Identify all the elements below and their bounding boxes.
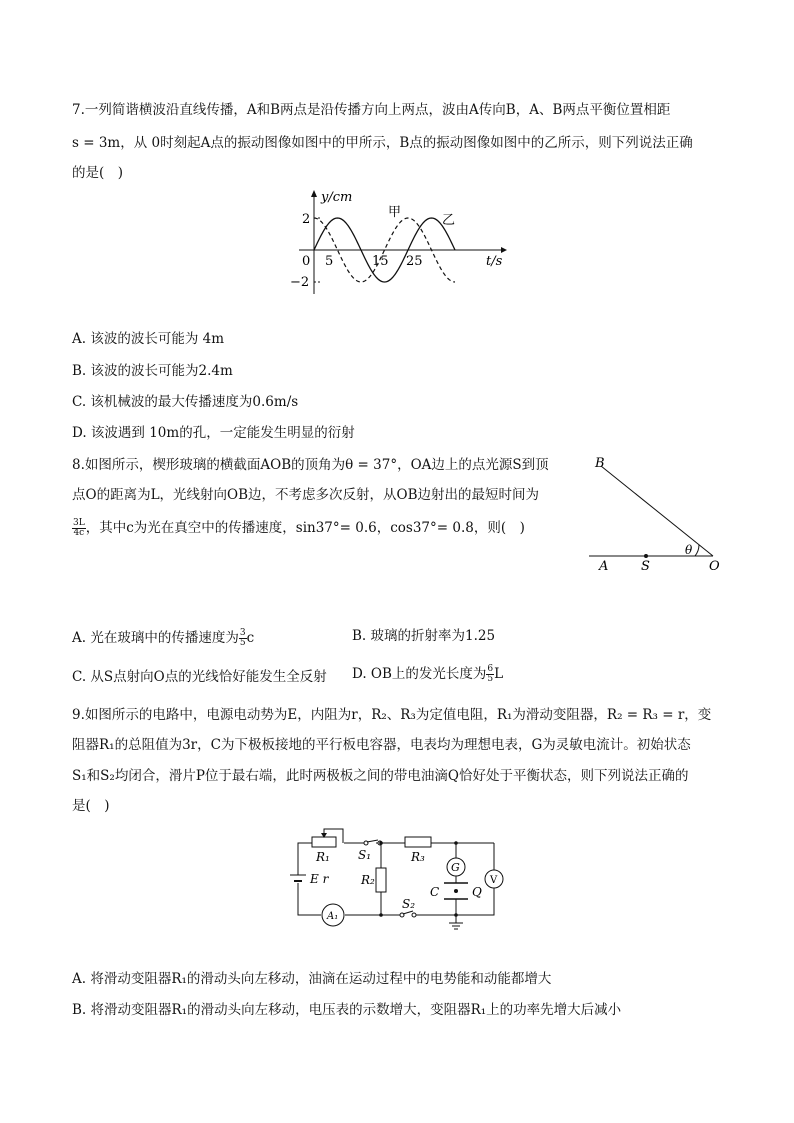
- resistor-r2: [376, 868, 386, 892]
- q9-circuit-diagram: [290, 820, 510, 940]
- q8-stem-line3: $\frac{3L}{4c}$ ，其中c为光在真空中的传播速度，sin37°= 0.6，cos37°= 0.8，则( ): [73, 518, 525, 538]
- q8-label-s: S: [641, 559, 650, 574]
- resistor-r3: [405, 837, 431, 847]
- q7-option-d[interactable]: D. 该波遇到 10m的孔，一定能发生明显的衍射: [72, 425, 355, 441]
- label-E: E r: [310, 872, 329, 886]
- q8-option-a[interactable]: A. 光在玻璃中的传播速度为 $\frac{3}{5}$ c: [72, 628, 255, 648]
- q8-stem-line2: 点O的距离为L，光线射向OB边，不考虑多次反射，从OB边射出的最短时间为: [72, 487, 540, 503]
- q9-option-a[interactable]: A. 将滑动变阻器R₁的滑动头向左移动，油滴在运动过程中的电势能和动能都增大: [72, 971, 552, 987]
- q8-time-fraction: $\frac{3L}{4c}$: [73, 518, 85, 538]
- q8-label-theta: θ: [685, 543, 693, 557]
- node-r2-bottom: [379, 913, 383, 917]
- label-R1: R₁: [316, 850, 330, 864]
- q7-tick-x-0: 0: [302, 254, 311, 269]
- q9-stem-line4: 是( ): [72, 798, 110, 814]
- q7-tick-x-25: 25: [406, 254, 423, 269]
- q7-option-c[interactable]: C. 该机械波的最大传播速度为0.6m/s: [72, 394, 299, 410]
- q7-y-label: y/cm: [321, 190, 353, 205]
- node-cap-bottom: [454, 913, 458, 917]
- q7-tick-y-2: 2: [302, 212, 311, 227]
- q7-tick-x-15: 15: [372, 254, 389, 269]
- resistor-r1: [312, 837, 336, 847]
- q7-x-label: t/s: [486, 254, 503, 269]
- q8-option-c[interactable]: C. 从S点射向O点的光线恰好能发生全反射: [72, 669, 327, 685]
- q7-label-jia: 甲: [388, 205, 402, 220]
- q7-x-arrow: [501, 247, 507, 253]
- q9-stem-line3: S₁和S₂均闭合，滑片P位于最右端，此时两极板之间的带电油滴Q恰好处于平衡状态，则下列说法正确的: [72, 768, 689, 784]
- node-r2-top: [379, 841, 383, 845]
- label-S2: S₂: [402, 897, 416, 911]
- label-C: C: [430, 885, 440, 899]
- label-R2: R₂: [361, 873, 375, 887]
- label-S1: S₁: [358, 848, 372, 862]
- q7-vibration-graph: [285, 186, 510, 298]
- q8-edge-ob: [601, 466, 713, 556]
- switch-s2-terminal-b: [412, 913, 416, 917]
- label-G: G: [451, 861, 460, 874]
- q7-y-arrow: [311, 190, 317, 197]
- q7-tick-y-neg2: −2: [290, 275, 310, 290]
- switch-s1-blade: [367, 840, 378, 842]
- q7-stem-line2: s = 3m，从 0时刻起A点的振动图像如图中的甲所示，B点的振动图像如图中的乙所示，则下列说法正确: [72, 135, 693, 151]
- q8-prism-figure: [585, 450, 725, 575]
- switch-s2-blade: [403, 911, 413, 914]
- label-Q: Q: [472, 885, 482, 899]
- label-V: V: [490, 875, 498, 886]
- label-A1: A₁: [327, 911, 339, 922]
- q7-stem-line3: 的是( ): [72, 165, 124, 181]
- q8-label-o: O: [709, 559, 720, 574]
- node-g-top: [454, 841, 458, 845]
- label-R3: R₃: [411, 850, 425, 864]
- q8-point-s: [644, 554, 648, 558]
- q8-option-b[interactable]: B. 玻璃的折射率为1.25: [352, 628, 496, 644]
- q8-stem-line1: 8.如图所示，楔形玻璃的横截面AOB的顶角为θ = 37°，OA边上的点光源S到顶: [72, 457, 549, 473]
- q7-tick-x-5: 5: [325, 254, 334, 269]
- q8-angle-arc: [695, 545, 699, 556]
- q8-label-b: B: [595, 456, 605, 471]
- q8-option-d[interactable]: D. OB上的发光长度为 $\frac{6}{5}$ L: [352, 664, 504, 684]
- q7-option-b[interactable]: B. 该波的波长可能为2.4m: [72, 363, 233, 379]
- q9-option-b[interactable]: B. 将滑动变阻器R₁的滑动头向左移动，电压表的示数增大，变阻器R₁上的功率先增大后减小: [72, 1002, 622, 1018]
- oil-drop-q: [454, 889, 458, 893]
- q7-option-a[interactable]: A. 该波的波长可能为 4m: [72, 331, 225, 347]
- q7-label-yi: 乙: [442, 213, 456, 228]
- q9-stem-line1: 9.如图所示的电路中，电源电动势为E，内阻为r，R₂、R₃为定值电阻，R₁为滑动变阻器，R₂ = R₃ = r，变: [72, 707, 712, 723]
- q9-stem-line2: 阻器R₁的总阻值为3r，C为下极板接地的平行板电容器，电表均为理想电表，G为灵敏电流计。初始状态: [72, 737, 691, 753]
- q8-label-a: A: [599, 559, 609, 574]
- q7-stem-line1: 7.一列简谐横波沿直线传播，A和B两点是沿传播方向上两点，波由A传向B，A、B两点平衡位置相距: [72, 102, 671, 118]
